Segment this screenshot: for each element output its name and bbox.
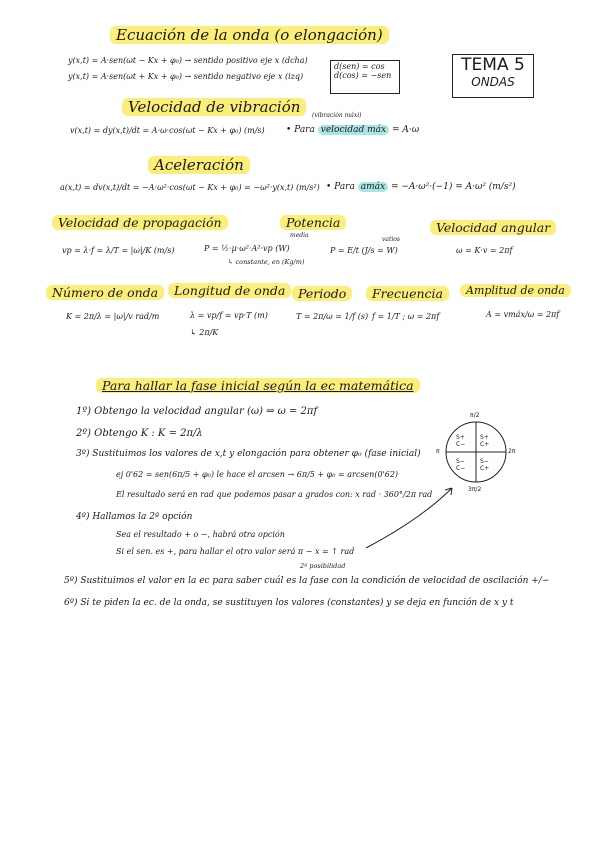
wave-equation-heading: Ecuación de la onda (o elongación) xyxy=(110,26,389,44)
step-6: 6º) Si te piden la ec. de la onda, se sustituyen los valores (constantes) y se deja en función de x y t xyxy=(64,598,514,608)
frequency-heading: Frecuencia xyxy=(366,286,449,301)
acceleration-heading: Aceleración xyxy=(148,156,250,174)
quadrant-2: S+ C− xyxy=(456,434,466,448)
angular-speed-heading: Velocidad angular xyxy=(430,220,556,235)
wave-eq-positive: y(x,t) = A·sen(ωt − Kx + φ₀) → sentido positivo eje x (dcha) xyxy=(68,56,308,65)
wave-number-eq: K = 2π/λ = |ω|/v rad/m xyxy=(66,312,160,321)
derivative-box xyxy=(330,60,400,94)
circle-bottom-label: 3π/2 xyxy=(468,486,482,493)
wavelength-eq: λ = vp/f = vp·T (m) xyxy=(190,311,268,320)
phase-method-heading: Para hallar la fase inicial según la ec matemática xyxy=(96,378,420,393)
propagation-speed-heading: Velocidad de propagación xyxy=(52,215,228,230)
amax-label: amáx xyxy=(358,182,388,192)
quadrant-1: S+ C+ xyxy=(480,434,490,448)
unit-circle-svg xyxy=(430,420,530,490)
power-eq: P = ½·μ·ω²·A²·vp (W) xyxy=(204,244,290,253)
power-eq-sub: ↳ constante, en (Kg/m) xyxy=(228,258,305,266)
topic-subtitle: ONDAS xyxy=(471,75,515,89)
vmax-para: • Para xyxy=(286,125,315,135)
period-eq: T = 2π/ω = 1/f (s) xyxy=(296,312,369,321)
power-heading: Potencia xyxy=(280,215,346,230)
power-eq2: P = E/t (J/s = W) xyxy=(330,246,398,255)
step-4-b: Si el sen. es +, para hallar el otro valor será π − x = ↑ rad xyxy=(116,547,355,556)
vmax-value: = A·ω xyxy=(391,125,420,135)
amax-value: = −A·ω²·(−1) = A·ω² (m/s²) xyxy=(390,182,516,192)
acceleration-eq: a(x,t) = dv(x,t)/dt = −A·ω²·cos(ωt − Kx + φ₀) = −ω²·y(x,t) (m/s²) xyxy=(60,183,320,192)
vmax-line xyxy=(286,125,419,135)
angular-speed-eq: ω = K·v = 2πf xyxy=(456,246,513,255)
amplitude-eq: A = vmáx/ω = 2πf xyxy=(486,310,560,319)
step-2: 2º) Obtengo K : K = 2π/λ xyxy=(76,428,203,439)
circle-right-label: 2π xyxy=(508,448,516,455)
quadrant-4: S− C+ xyxy=(480,458,490,472)
vibration-speed-eq: v(x,t) = dy(x,t)/dt = A·ω·cos(ωt − Kx + φ₀) (m/s) xyxy=(70,126,265,135)
wave-eq-negative: y(x,t) = A·sen(ωt + Kx + φ₀) → sentido negativo eje x (izq) xyxy=(68,72,304,81)
step-1: 1º) Obtengo la velocidad angular (ω) ⇒ ω = 2πf xyxy=(76,406,318,417)
amax-line xyxy=(326,182,516,192)
step-4-c: 2ª posibilidad xyxy=(300,562,346,570)
amplitude-heading: Amplitud de onda xyxy=(460,284,571,297)
unit-circle-diagram xyxy=(430,412,530,494)
wave-number-heading: Número de onda xyxy=(46,285,164,300)
step-3-result: El resultado será en rad que podemos pasar a grados con: x rad · 360°/2π rad xyxy=(116,490,433,499)
circle-left-label: π xyxy=(436,448,440,455)
step-5: 5º) Sustituimos el valor en la ec para saber cuál es la fase con la condición de velocidad de oscilación +/− xyxy=(64,576,550,586)
derivative-cos: d(cos) = −sen xyxy=(334,71,392,80)
step-4: 4º) Hallamos la 2ª opción xyxy=(76,512,193,522)
step-3: 3º) Sustituimos los valores de x,t y elongación para obtener φ₀ (fase inicial) xyxy=(76,449,421,459)
quadrant-3: S− C− xyxy=(456,458,466,472)
amax-para: • Para xyxy=(326,182,355,192)
step-4-a: Sea el resultado + o −, habrá otra opción xyxy=(116,530,285,539)
topic-title-box xyxy=(452,54,534,98)
step-3-example: ej 0'62 = sen(6π/5 + φ₀) le hace el arcsen → 6π/5 + φ₀ = arcsen(0'62) xyxy=(116,470,399,479)
topic-title: TEMA 5 xyxy=(461,55,525,75)
vmax-label: velocidad máx xyxy=(318,125,389,135)
frequency-eq: f = 1/T ; ω = 2πf xyxy=(372,312,440,321)
derivative-sen: d(sen) = cos xyxy=(334,62,385,71)
vmax-note: (vibración máxi) xyxy=(312,112,362,119)
power-watts-note: vatios xyxy=(382,236,400,243)
power-media-note: media xyxy=(290,232,309,239)
period-heading: Periodo xyxy=(292,286,352,301)
wavelength-eq2: ↳ 2π/K xyxy=(190,328,219,337)
propagation-speed-eq: vp = λ·f = λ/T = |ω|/K (m/s) xyxy=(62,246,175,255)
wavelength-heading: Longitud de onda xyxy=(168,283,291,298)
vibration-speed-heading: Velocidad de vibración xyxy=(122,98,306,116)
circle-top-label: π/2 xyxy=(470,412,480,419)
